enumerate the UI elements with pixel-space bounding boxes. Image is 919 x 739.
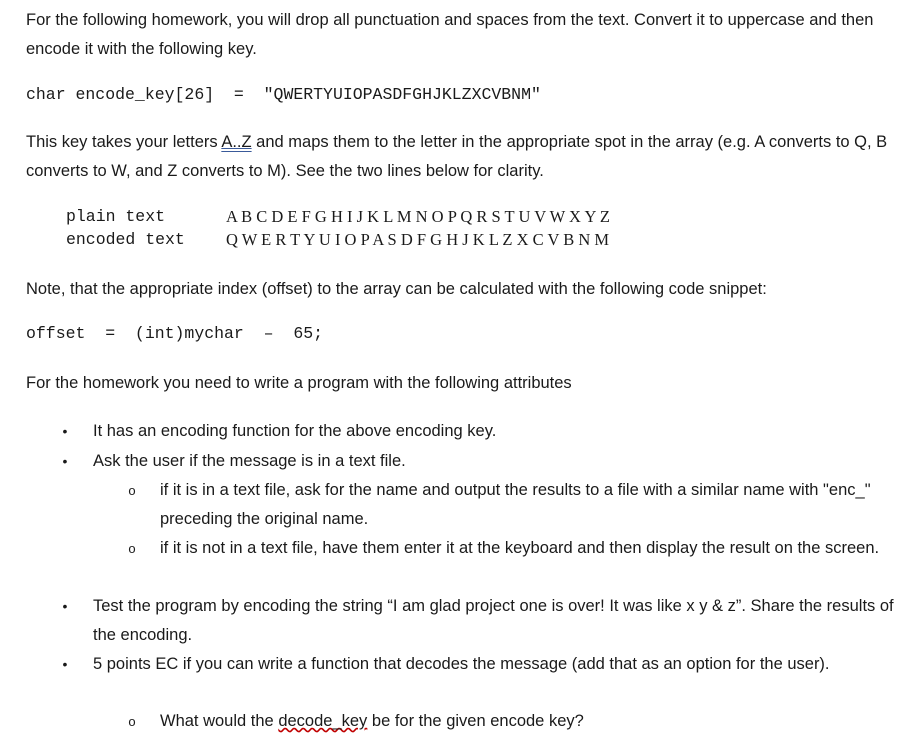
bullet-test-program: Test the program by encoding the string “I am glad project one is over! It was like x y & z”. Share the results of the encoding. bbox=[93, 597, 894, 644]
mapping-table bbox=[66, 205, 610, 251]
range-az: A..Z bbox=[221, 133, 252, 151]
bullet-dot-icon: • bbox=[62, 423, 68, 439]
key-explanation-pre: This key takes your letters bbox=[26, 133, 222, 151]
offset-code: offset = (int)mychar – 65; bbox=[26, 324, 324, 343]
bullet-circle-icon: o bbox=[128, 483, 136, 498]
bullet-dot-icon: • bbox=[62, 598, 68, 614]
bullet-ask-text-file: Ask the user if the message is in a text file. bbox=[93, 452, 406, 470]
encoded-text-label: encoded text bbox=[66, 230, 185, 249]
decode-question-post: be for the given encode key? bbox=[367, 712, 584, 730]
bullet-dot-icon: • bbox=[62, 453, 68, 469]
subbullet-decode-key bbox=[160, 707, 905, 736]
plain-text-label: plain text bbox=[66, 207, 166, 226]
decode-key-term: decode_key bbox=[278, 712, 368, 730]
key-explanation-paragraph bbox=[26, 128, 905, 186]
bullet-circle-icon: o bbox=[128, 541, 136, 556]
bullet-extra-credit: 5 points EC if you can write a function that decodes the message (add that as an option for the user). bbox=[93, 655, 830, 673]
offset-note: Note, that the appropriate index (offset) to the array can be calculated with the following code snippet: bbox=[26, 280, 767, 298]
plain-text-row bbox=[66, 205, 610, 228]
subbullet-text-file: if it is in a text file, ask for the name and output the results to a file with a similar name with "enc_" preceding the original name. bbox=[160, 481, 871, 528]
encoded-letters: Q W E R T Y U I O P A S D F G H J K L Z X C V B N M bbox=[226, 230, 610, 249]
plain-letters: A B C D E F G H I J K L M N O P Q R S T U V W X Y Z bbox=[226, 207, 610, 226]
encoded-text-row bbox=[66, 228, 610, 251]
attributes-intro: For the homework you need to write a program with the following attributes bbox=[26, 374, 572, 392]
encode-key-code: char encode_key[26] = "QWERTYUIOPASDFGHJKLZXCVBNM" bbox=[26, 85, 541, 104]
decode-question-pre: What would the bbox=[160, 712, 279, 730]
key-explanation-post: and maps them to the letter in the appropriate spot in the array (e.g. A converts to Q, B converts to W, and Z converts to M). See the two lines below for clarity. bbox=[26, 133, 888, 180]
bullet-encoding-function: It has an encoding function for the above encoding key. bbox=[93, 422, 497, 440]
bullet-circle-icon: o bbox=[128, 714, 136, 729]
subbullet-keyboard: if it is not in a text file, have them enter it at the keyboard and then display the result on the screen. bbox=[160, 539, 880, 557]
intro-paragraph: For the following homework, you will drop all punctuation and spaces from the text. Convert it to uppercase and then encode it with the following key. bbox=[26, 11, 874, 58]
bullet-dot-icon: • bbox=[62, 656, 68, 672]
